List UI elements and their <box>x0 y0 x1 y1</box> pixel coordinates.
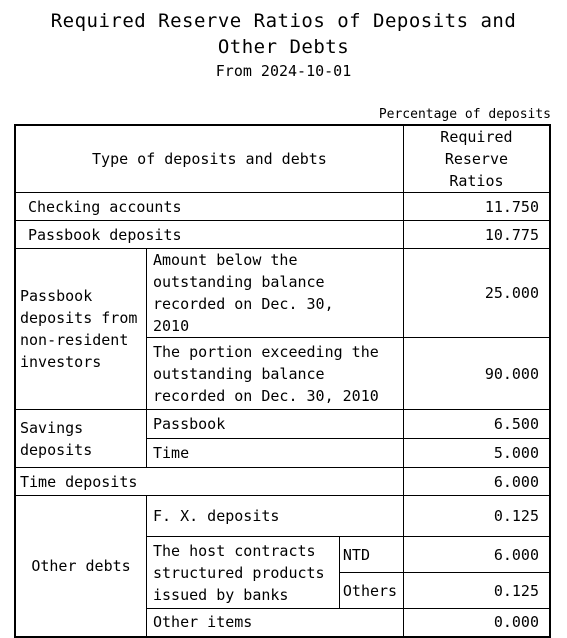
header-type: Type of deposits and debts <box>15 125 403 193</box>
savings-label: Savings deposits <box>15 410 147 468</box>
savings-passbook-value: 6.500 <box>403 410 550 439</box>
passbook-value: 10.775 <box>403 221 550 249</box>
fx-deposits-value: 0.125 <box>403 496 550 537</box>
nonresident-below-label: Amount below the outstanding balance recorded on Dec. 30, 2010 <box>147 249 404 338</box>
nonresident-label: Passbook deposits from non-resident investors <box>15 249 147 410</box>
nonresident-exceeding-value: 90.000 <box>403 338 550 410</box>
header-ratio <box>403 125 550 193</box>
table-row <box>15 468 550 496</box>
checking-label: Checking accounts <box>15 193 403 221</box>
reserve-ratio-table <box>14 124 551 638</box>
fx-deposits-label: F. X. deposits <box>147 496 404 537</box>
table-row <box>15 496 550 537</box>
checking-value: 11.750 <box>403 193 550 221</box>
other-items-label: Other items <box>147 609 404 637</box>
other-debts-label: Other debts <box>15 496 147 637</box>
ntd-label: NTD <box>339 537 403 573</box>
time-deposits-value: 6.000 <box>403 468 550 496</box>
ntd-value: 6.000 <box>403 537 550 573</box>
nonresident-exceeding-label: The portion exceeding the outstanding balance recorded on Dec. 30, 2010 <box>147 338 404 410</box>
table-row <box>15 249 550 338</box>
others-value: 0.125 <box>403 573 550 609</box>
savings-time-value: 5.000 <box>403 439 550 468</box>
time-deposits-label: Time deposits <box>15 468 403 496</box>
savings-passbook-label: Passbook <box>147 410 404 439</box>
effective-date: From 2024-10-01 <box>215 62 352 80</box>
passbook-label: Passbook deposits <box>15 221 403 249</box>
header-ratio-label: Required Reserve Ratios <box>440 128 513 190</box>
table-row <box>15 193 550 221</box>
table-row <box>15 410 550 439</box>
others-label: Others <box>339 573 403 609</box>
nonresident-below-value: 25.000 <box>403 249 550 338</box>
unit-note: Percentage of deposits <box>378 107 551 122</box>
other-items-value: 0.000 <box>403 609 550 637</box>
host-contracts-label: The host contracts structured products issued by banks <box>147 537 340 609</box>
table-row <box>15 221 550 249</box>
page-title: Required Reserve Ratios of Deposits and Other Debts <box>50 10 517 58</box>
table-header-row <box>15 125 550 193</box>
savings-time-label: Time <box>147 439 404 468</box>
